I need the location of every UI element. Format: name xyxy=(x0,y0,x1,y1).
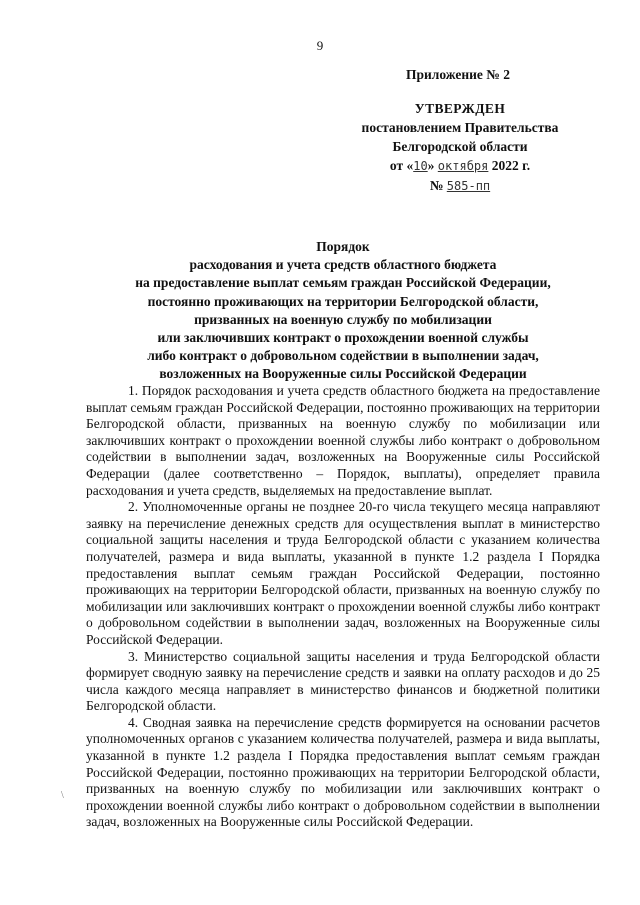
date-prefix: от « xyxy=(389,158,414,173)
approval-block xyxy=(340,99,580,196)
title-line: либо контракт о добровольном содействии в выполнении задач, xyxy=(147,348,539,364)
number-value: 585-пп xyxy=(446,179,491,193)
title-line: постоянно проживающих на территории Белгородской области, xyxy=(147,293,539,309)
appendix-label: Приложение № 2 xyxy=(406,67,510,82)
document-title xyxy=(86,238,600,384)
date-month: октября xyxy=(437,159,489,173)
approval-line-1: постановлением Правительства xyxy=(361,120,559,135)
date-year: 2022 г. xyxy=(491,158,531,173)
approval-line-2: Белгородской области xyxy=(392,139,528,154)
title-line: Порядок xyxy=(316,239,370,254)
paragraph-4: 4. Сводная заявка на перечисление средств формируется на основании расчетов уполномоченных органов с указанием количества получателей, размера и вида выплаты, указанной в пункте 1.2 раздела I Порядка предоставления выплат семьям граждан Российской Федерации, постоянно проживающих на территории Белгородской области, призванных на военную службу по мобилизации или заключивших контракт о прохождении военной службы либо контракт о добровольном содействии в выполнении задач, возложенных на Вооруженные силы Российской Федерации. xyxy=(86,714,600,830)
title-line: призванных на военную службу по мобилизации xyxy=(194,311,492,327)
page-number: 9 xyxy=(316,38,324,53)
title-line: возложенных на Вооруженные силы Российской Федерации xyxy=(159,366,527,382)
document-body xyxy=(86,383,600,831)
paragraph-2: 2. Уполномоченные органы не позднее 20-го числа текущего месяца направляют заявку на перечисление денежных средств для осуществления выплат в министерство социальной защиты населения и труда Белгородской области с указанием количества получателей, размера и вида выплаты, указанной в пункте 1.2 раздела I Порядка предоставления выплат семьям граждан Российской Федерации, постоянно проживающих на территории Белгородской области, призванных на военную службу по мобилизации или заключивших контракт о прохождении военной службы либо контракт о добровольном содействии в выполнении задач, возложенных на Вооруженные силы Российской Федерации. xyxy=(86,499,600,647)
number-prefix: № xyxy=(429,178,444,193)
date-mid: » xyxy=(427,158,435,173)
approval-heading: УТВЕРЖДЕН xyxy=(414,101,506,116)
paragraph-3: 3. Министерство социальной защиты населения и труда Белгородской области формирует сводную заявку на перечисление средств и заявки на оплату расходов и до 25 числа каждого месяца направляет в министерство финансов и бюджетной политики Белгородской области. xyxy=(86,648,600,714)
title-line: или заключивших контракт о прохождении военной службы xyxy=(157,330,529,346)
approval-number xyxy=(340,176,580,196)
title-line: на предоставление выплат семьям граждан Российской Федерации, xyxy=(135,275,551,291)
title-line: расходования и учета средств областного бюджета xyxy=(189,257,497,273)
paragraph-1: 1. Порядок расходования и учета средств областного бюджета на предоставление выплат семьям граждан Российской Федерации, постоянно проживающих на территории Белгородской области, призванных на военную службу по мобилизации или заключивших контракт о прохождении военной службы либо контракт о добровольном содействии в выполнении задач, возложенных на Вооруженные силы Российской Федерации (далее соответственно – Порядок, выплаты), определяет правила расходования и учета средств, выделяемых на предоставление выплат. xyxy=(86,383,600,498)
approval-date xyxy=(340,156,580,176)
date-day: 10 xyxy=(413,159,428,173)
margin-mark: \ xyxy=(61,790,64,801)
